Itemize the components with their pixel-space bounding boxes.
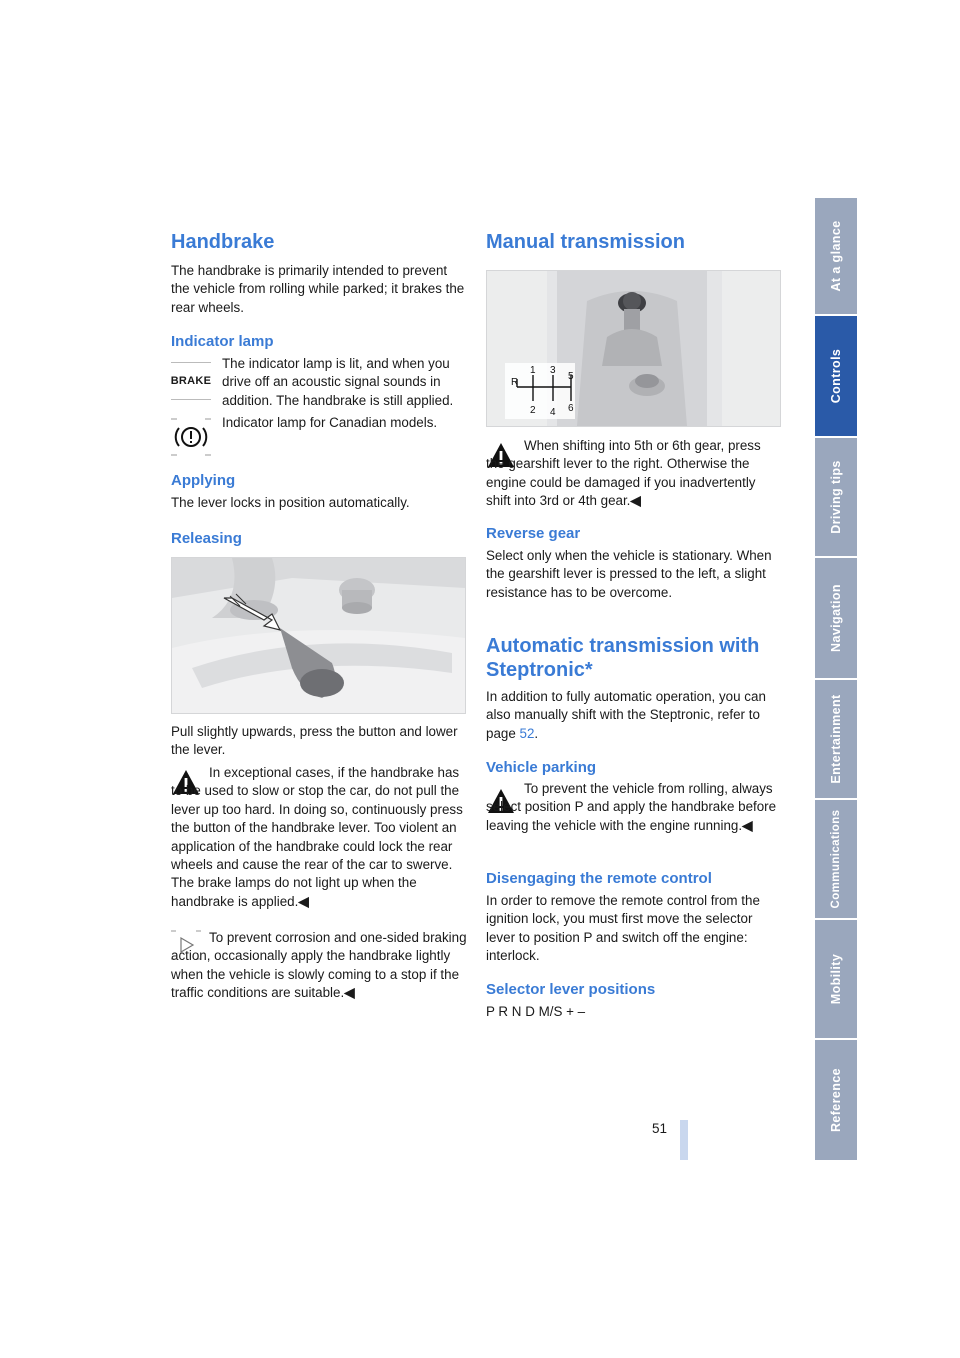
parking-warning [486, 780, 782, 835]
shift-number: R [511, 377, 519, 388]
applying-title: Applying [171, 472, 236, 489]
automatic-text-a: In addition to fully automatic operation, you can also manually shift with the Steptronic, refer to page [486, 689, 766, 741]
canadian-brake-lamp-icon [171, 418, 211, 456]
applying-text: The lever locks in position automatically. [171, 495, 410, 510]
indicator-lamp-title: Indicator lamp [171, 333, 274, 350]
remote-control-text: In order to remove the remote control from the ignition lock, you must first move the selector lever to position P and switch off the engine: interlock. [486, 893, 760, 964]
shift-number: 6 [568, 403, 574, 414]
automatic-transmission-title [486, 634, 759, 682]
side-tab-at-a-glance[interactable] [815, 198, 857, 314]
gearshift-photo [486, 270, 781, 427]
selector-lever-text: P R N D M/S + – [486, 1004, 586, 1019]
side-tab-label: Controls [829, 348, 843, 404]
side-tab-driving-tips[interactable] [815, 438, 857, 556]
side-tab-mobility[interactable] [815, 920, 857, 1038]
reverse-gear-text: Select only when the vehicle is stationary. When the gearshift lever is pressed to the left, a slight resistance has to be overcome. [486, 548, 772, 600]
automatic-transmission-text [486, 688, 782, 743]
side-tab-label: Entertainment [829, 694, 843, 784]
handbrake-warning [171, 764, 467, 911]
handbrake-note-text: To prevent corrosion and one-sided braking action, occasionally apply the handbrake lightly when the vehicle is slowly coming to a stop if the traffic conditions are suitable. [171, 930, 467, 1001]
indicator-text-1: The indicator lamp is lit, and when you drive off an acoustic signal sounds in addition. The handbrake is still applied. [222, 356, 454, 408]
side-tab-label: Navigation [829, 584, 843, 652]
manual-warning-text: When shifting into 5th or 6th gear, press the gearshift lever to the right. Otherwise the engine could be damaged if you inadvertently shift into 3rd or 4th gear. [486, 438, 761, 509]
page-number-bar [680, 1120, 688, 1160]
indicator-text-2: Indicator lamp for Canadian models. [222, 415, 438, 430]
releasing-title: Releasing [171, 530, 242, 547]
selector-lever-title: Selector lever positions [486, 981, 656, 998]
handbrake-warning-text: In exceptional cases, if the handbrake has to be used to slow or stop the car, do not pull the lever up too hard. In doing so, continuously press the button of the handbrake lever. Too violent an application of the handbrake could lock the rear wheels and cause the rear of the car to swerve. [171, 765, 463, 873]
shift-number: 5 [568, 371, 574, 382]
shift-number: 3 [550, 365, 556, 376]
shift-number: 2 [530, 405, 536, 416]
handbrake-intro: The handbrake is primarily intended to prevent the vehicle from rolling while parked; it brakes the rear wheels. [171, 263, 465, 315]
automatic-transmission-title-line-1: Automatic transmission with [486, 635, 760, 657]
shift-number: 1 [530, 365, 536, 376]
side-tab-controls[interactable] [815, 316, 857, 436]
remote-control-title: Disengaging the remote control [486, 870, 712, 887]
manual-warning [486, 437, 782, 511]
handbrake-warning-text-2: The brake lamps do not light up when the handbrake is applied. [171, 875, 417, 909]
end-mark-icon: ◀ [298, 893, 309, 909]
side-tab-label: Driving tips [829, 460, 843, 534]
side-tab-label: Reference [829, 1067, 843, 1133]
side-tab-navigation[interactable] [815, 558, 857, 678]
end-mark-icon: ◀ [344, 985, 355, 1001]
releasing-text: Pull slightly upwards, press the button and lower the lever. [171, 724, 458, 758]
side-tab-label: Communications [830, 809, 842, 909]
end-mark-icon: ◀ [742, 817, 753, 833]
brake-lamp-label: BRAKE [170, 375, 212, 387]
reverse-gear-title: Reverse gear [486, 525, 581, 542]
handbrake-photo [171, 557, 466, 714]
shift-number: 4 [550, 407, 556, 418]
page-number: 51 [652, 1121, 668, 1136]
automatic-transmission-title-line-2: Steptronic* [486, 659, 593, 681]
handbrake-note [171, 929, 467, 1003]
manual-transmission-title: Manual transmission [486, 231, 685, 253]
side-tab-entertainment[interactable] [815, 680, 857, 798]
side-tab-label: At a glance [829, 220, 843, 292]
side-tab-communications[interactable] [815, 800, 857, 918]
vehicle-parking-title: Vehicle parking [486, 759, 597, 776]
handbrake-title: Handbrake [171, 231, 275, 253]
end-mark-icon: ◀ [630, 493, 641, 509]
page-link[interactable]: 52 [519, 725, 535, 741]
side-tab-reference[interactable] [815, 1040, 857, 1160]
automatic-text-b: . [534, 725, 539, 741]
parking-warning-text: To prevent the vehicle from rolling, always select position P and apply the handbrake before leaving the vehicle with the engine running. [486, 781, 777, 833]
side-tab-label: Mobility [829, 953, 843, 1005]
brake-lamp-icon [171, 362, 211, 400]
